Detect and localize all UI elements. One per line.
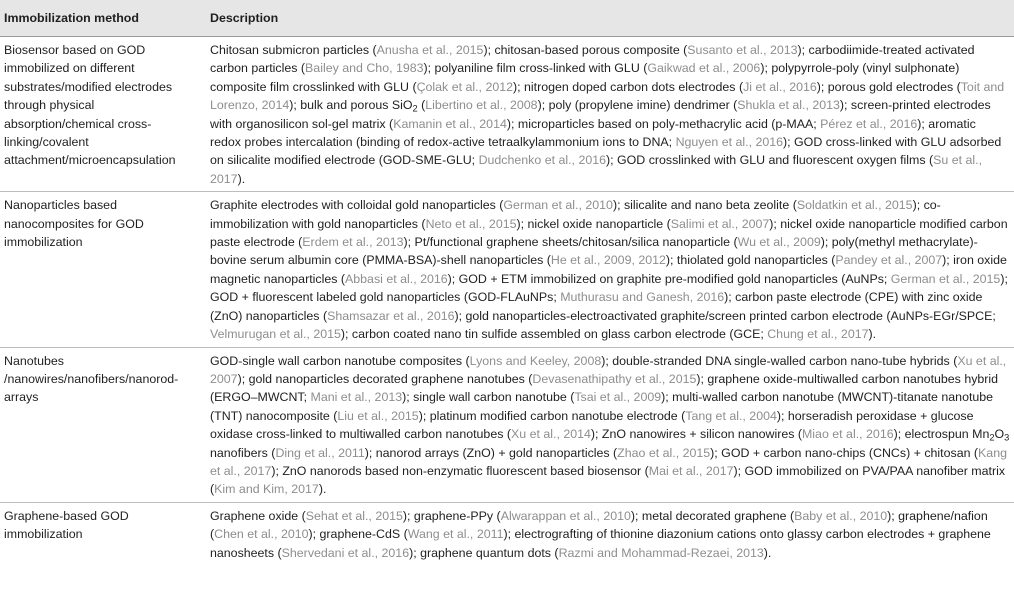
citation-link[interactable]: Pérez et al., 2016 [820,116,918,131]
table-row [0,502,1014,565]
citation-link[interactable]: Muthurasu and Ganesh, 2016 [560,290,725,305]
description-text: ); ZnO nanowires + silicon nanowires ( [590,427,802,442]
citation-link[interactable]: Pandey et al., 2007 [835,253,943,268]
citation-link[interactable]: Baby et al., 2010 [794,508,888,523]
table-row [0,192,1014,347]
description-cell [206,192,1014,347]
description-text: O [994,427,1005,442]
description-text: ). [318,482,327,497]
description-text: ); metal decorated graphene ( [630,508,795,523]
citation-link[interactable]: Bailey and Cho, 1983 [305,61,424,76]
description-text: ); graphene quantum dots ( [409,545,559,560]
citation-link[interactable]: Shervedani et al., 2016 [281,545,410,560]
citation-link[interactable]: Abbasi et al., 2016 [345,271,448,286]
citation-link[interactable]: Razmi and Mohammad-Rezaei, 2013 [558,545,764,560]
description-text: Graphene oxide ( [210,508,306,523]
description-text: ); graphene oxide-multiwalled carbon nanotubes hybrid (ERGO–MWCNT; [210,371,999,405]
description-text: ); silicalite and nano beta zeolite ( [612,198,797,213]
description-text: ( [417,98,426,113]
subscript: 2 [412,103,418,114]
citation-link[interactable]: Chen et al., 2010 [214,527,309,542]
description-text: ); GOD + fluorescent labeled gold nanoparticles (GOD-FLAuNPs; [210,271,1008,305]
description-text: ); nickel oxide nanoparticle modified carbon paste electrode ( [210,216,1008,250]
description-text: ); bulk and porous SiO [289,98,413,113]
header-method: Immobilization method [0,0,206,37]
description-text: ); polypyrrole-poly (vinyl sulphonate) composite film crosslinked with GLU ( [210,61,960,94]
description-text: GOD-single wall carbon nanotube composites ( [210,353,470,368]
description-cell [206,502,1014,565]
description-text: Chitosan submicron particles ( [210,43,377,57]
citation-link[interactable]: Dudchenko et al., 2016 [478,153,607,168]
description-text: ); thiolated gold nanoparticles ( [665,253,836,268]
description-text: ). [237,171,246,186]
citation-link[interactable]: Ding et al., 2011 [275,445,365,460]
description-text: ); GOD immobilized on PVA/PAA nanofiber matrix ( [210,463,1006,497]
description-text: ); single wall carbon nanotube ( [402,390,575,405]
citation-link[interactable]: Wang et al., 2011 [407,527,504,542]
citation-link[interactable]: Xu et al., 2014 [510,427,591,442]
description-text: ); polyaniline film cross-linked with GLU ( [423,61,648,76]
description-text: ); graphene-CdS ( [308,527,408,542]
description-cell [206,347,1014,502]
citation-link[interactable]: Su et al., 2017 [210,153,983,186]
description-text: ); carbodiimide-treated activated carbon particles ( [210,43,975,76]
description-text: ); electrografting of thionine diazonium cations onto glassy carbon electrodes + graphene nanosheets ( [210,527,991,560]
citation-link[interactable]: German et al., 2010 [503,198,613,213]
method-cell: Graphene-based GOD immobilization [4,508,129,542]
citation-link[interactable]: Chung et al., 2017 [767,327,869,342]
method-cell: Biosensor based on GOD immobilized on different substrates/modified electrodes through physical absorption/chemical cross-linking/covalent attachment/microencapsulation [0,37,206,192]
description-text: ); screen-printed electrodes with organosilicon sol-gel matrix ( [210,98,991,131]
citation-link[interactable]: German et al., 2015 [890,271,1001,286]
description-text: ); iron oxide magnetic nanoparticles ( [210,253,1007,286]
citation-link[interactable]: Shamsazar et al., 2016 [327,308,455,323]
description-text: ); co-immobilization with gold nanoparticles ( [210,198,941,231]
description-text: ); nitrogen doped carbon dots electrodes ( [513,79,744,94]
citation-link[interactable]: Zhao et al., 2015 [617,445,711,460]
citation-link[interactable]: Alwarappan et al., 2010 [500,508,631,523]
citation-link[interactable]: Erdem et al., 2013 [302,235,404,250]
description-text: ); multi-walled carbon nanotube (MWCNT)-titanate nanotube (TNT) nanocomposite ( [210,390,994,423]
subscript: 2 [989,432,995,443]
citation-link[interactable]: Mai et al., 2017 [648,463,734,478]
table-row [0,37,1014,192]
description-text: ); gold nanoparticles decorated graphene nanotubes ( [237,371,533,386]
description-text: ); nickel oxide nanoparticle ( [516,216,671,231]
description-text: ); porous gold electrodes ( [816,79,961,94]
description-text: ); carbon paste electrode (CPE) with zinc oxide (ZnO) nanoparticles ( [210,290,983,323]
description-text: ); GOD cross-linked with GLU adsorbed on silicalite modified electrode (GOD-SME-GLU; [210,135,1002,168]
description-text: ); poly(methyl methacrylate)-bovine serum albumin core (PMMA-BSA)-shell nanoparticles ( [210,235,978,268]
description-text: ); Pt/functional graphene sheets/chitosan/silica nanoparticle ( [403,235,738,250]
description-text: ); graphene-PPy ( [402,508,501,523]
table-header-row [0,0,1014,37]
citation-link[interactable]: Devasenathipathy et al., 2015 [532,371,697,386]
citation-link[interactable]: Liu et al., 2015 [337,408,419,423]
description-text: nanofibers ( [210,445,276,460]
description-text: ); gold nanoparticles-electroactivated graphite/screen printed carbon electrode (AuNPs-EGr/SPCE; [454,308,996,323]
citation-link[interactable]: Tang et al., 2004 [685,408,777,423]
citation-link[interactable]: Toit and Lorenzo, 2014 [210,79,1005,113]
description-text: ); graphene/nafion ( [210,508,988,542]
description-text: ). [763,545,772,560]
citation-link[interactable]: Wu et al., 2009 [737,235,821,250]
citation-link[interactable]: Shukla et al., 2013 [737,98,840,113]
citation-link[interactable]: Mani et al., 2013 [310,390,403,405]
description-text: ); GOD + carbon nano-chips (CNCs) + chitosan ( [710,445,979,460]
citation-link[interactable]: Gaikwad et al., 2006 [647,61,761,76]
description-text: ); horseradish peroxidase + glucose oxidase cross-linked to multiwalled carbon nanotubes ( [210,408,974,442]
description-text: ); chitosan-based porous composite ( [483,43,688,57]
description-text: ); carbon coated nano tin sulfide assembled on glass carbon electrode (GCE; [340,327,768,342]
citation-link[interactable]: Lyons and Keeley, 2008 [469,353,602,368]
description-text: ). [868,327,877,342]
citation-link[interactable]: Kim and Kim, 2017 [214,482,319,497]
citation-link[interactable]: Anusha et al., 2015 [376,43,484,57]
citation-link[interactable]: Tsai et al., 2009 [574,390,662,405]
description-text: ); platinum modified carbon nanotube electrode ( [418,408,686,423]
method-cell: Nanoparticles based nanocomposites for GOD immobilization [0,192,206,347]
description-text: ); poly (propylene imine) dendrimer ( [537,98,738,113]
citation-link[interactable]: Çolak et al., 2012 [416,79,514,94]
citation-link[interactable]: Susanto et al., 2013 [687,43,798,57]
citation-link[interactable]: Kang et al., 2017 [210,445,1007,478]
description-text: ); microparticles based on poly-methacrylic acid (p-MAA; [506,116,821,131]
citation-link[interactable]: Velmurugan et al., 2015 [210,327,341,342]
citation-link[interactable]: Kamanin et al., 2014 [393,116,507,131]
subscript: 3 [1004,432,1010,443]
table-row [0,347,1014,502]
description-text: ); nanorod arrays (ZnO) + gold nanoparticles ( [364,445,618,460]
citation-link[interactable]: Neto et al., 2015 [425,216,517,231]
citation-link[interactable]: Sehat et al., 2015 [305,508,403,523]
description-text: ); GOD + ETM immobilized on graphite pre-modified gold nanoparticles (AuNPs; [447,271,891,286]
citation-link[interactable]: Libertino et al., 2008 [425,98,538,113]
description-text: ); GOD crosslinked with GLU and fluorescent oxygen films ( [606,153,934,168]
citation-link[interactable]: He et al., 2009, 2012 [550,253,666,268]
description-text: ); double-stranded DNA single-walled carbon nano-tube hybrids ( [601,353,958,368]
citation-link[interactable]: Miao et al., 2016 [801,427,894,442]
description-text: ); aromatic redox probes intercalation (binding of redox-active tetraalkylammonium ions to DNA; [210,116,976,150]
header-description: Description [206,0,1014,37]
citation-link[interactable]: Soldatkin et al., 2015 [796,198,913,213]
citation-link[interactable]: Ji et al., 2016 [743,79,817,94]
citation-link[interactable]: Nguyen et al., 2016 [675,135,784,150]
method-cell: Nanotubes /nanowires/nanofibers/nanorod-arrays [0,347,206,502]
description-text: Graphite electrodes with colloidal gold nanoparticles ( [210,198,504,213]
description-text: ); ZnO nanorods based non-enzymatic fluorescent based biosensor ( [271,463,649,478]
citation-link[interactable]: Salimi et al., 2007 [670,216,770,231]
citation-link[interactable]: Xu et al., 2007 [210,353,1007,386]
description-cell [206,37,1014,192]
description-text: ); electrospun Mn [893,427,990,442]
